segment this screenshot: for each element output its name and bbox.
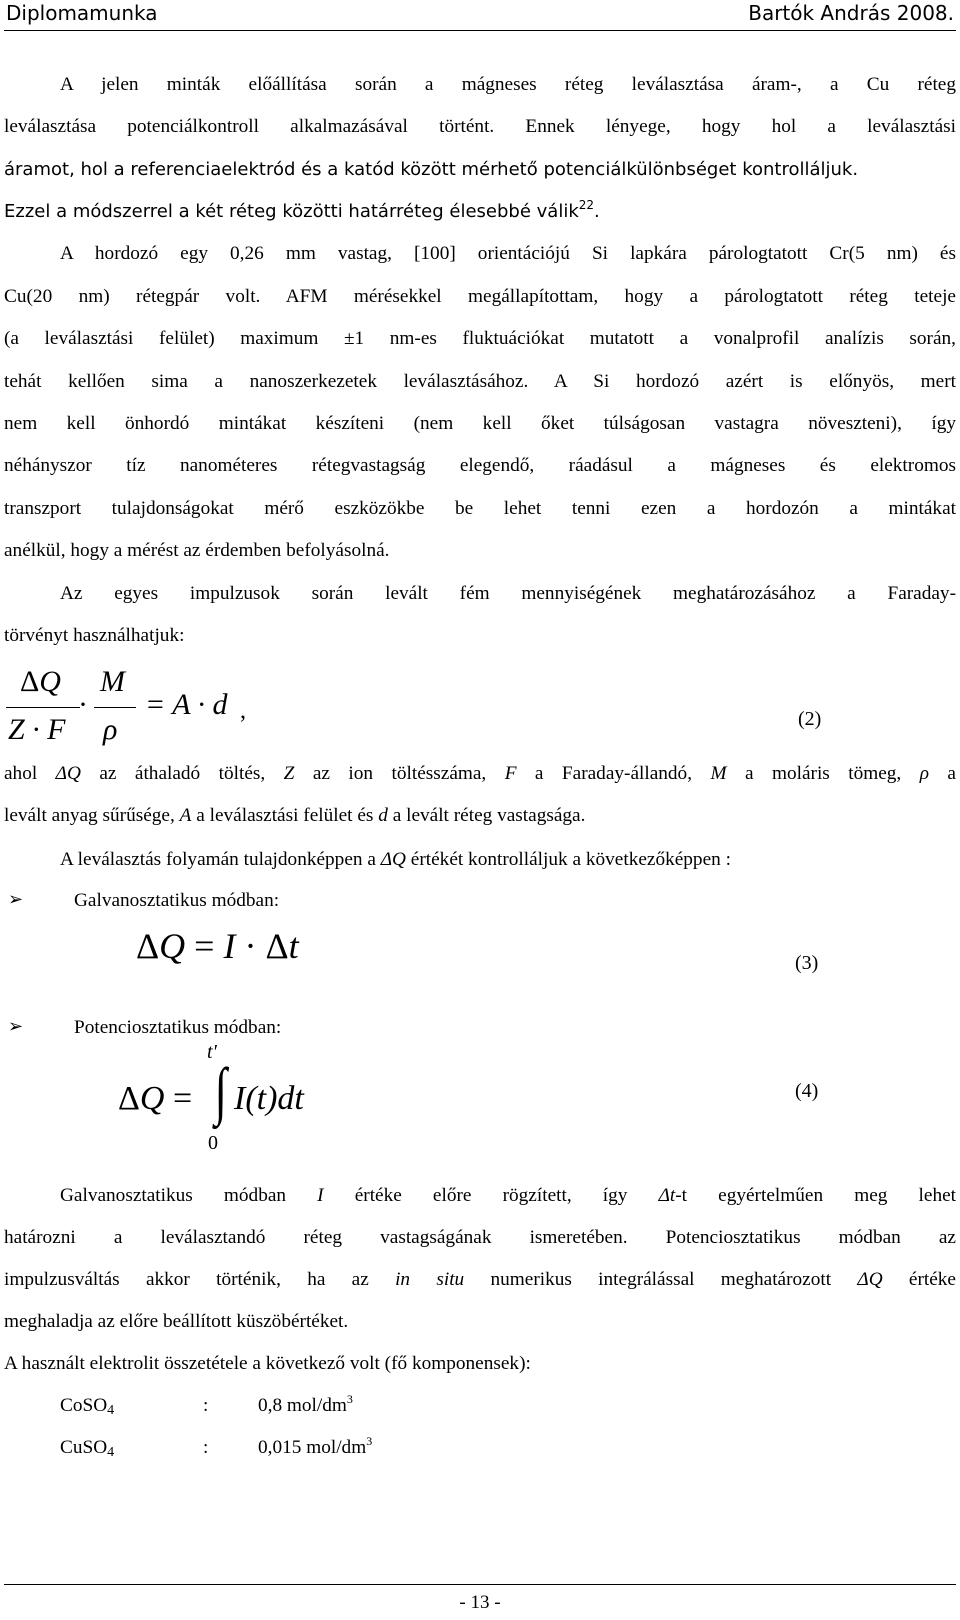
p2-line1: A hordozó egy 0,26 mm vastag, [100] orientációjú Si lapkára párologtatott Cr(5 nm) és [60, 243, 956, 264]
bullet-galvanostatic: Galvanosztatikus módban: [74, 890, 280, 911]
p5-line: A leválasztás folyamán tulajdonképpen a ΔQ értékét kontrolláljuk a következőképpen : [60, 849, 731, 870]
electrolyte-name: CuSO$_4$ [60, 1437, 115, 1460]
eq2-comma: , [240, 698, 246, 724]
p2-line7: transzport tulajdonságokat mérő eszközökbe be lehet tenni ezen a hordozón a mintákat [4, 498, 956, 519]
eq4-lhs: ΔQ = [118, 1080, 193, 1117]
eq4-number: (4) [795, 1080, 819, 1102]
electrolyte-value: 0,015 mol/$dm^3$ [258, 1434, 373, 1458]
page-number: - 13 - [459, 1592, 501, 1613]
page-header [0, 0, 960, 30]
header-left: Diplomamunka [6, 1, 158, 25]
p1-line3: áramot, hol a referenciaelektród és a katód között mérhető potenciálkülönbséget kontrolláljuk. [4, 159, 859, 180]
p2-line4: tehát kellően sima a nanoszerkezetek leválasztásához. A Si hordozó azért is előnyös, mert [4, 371, 956, 392]
eq2-m: M [100, 665, 125, 698]
p6-line4: meghaladja az előre beállított küszöbértéket. [4, 1311, 349, 1332]
header-right: Bartók András 2008. [748, 1, 954, 25]
eq2-zf: Z · F [8, 713, 66, 746]
eq2-dq: ΔQ [20, 665, 61, 698]
p6-line2: határozni a leválasztandó réteg vastagságának ismeretében. Potenciosztatikus módban az [4, 1227, 956, 1248]
eq2-fraction-bar-2 [94, 707, 136, 708]
p6-line3: impulzusváltás akkor történik, ha az in situ numerikus integrálással meghatározott ΔQ értéke [4, 1269, 956, 1290]
eq2-fraction-bar-1 [6, 707, 80, 708]
eq4-integrand: I(t)dt [234, 1080, 304, 1117]
p2-line8: anélkül, hogy a mérést az érdemben befolyásolná. [4, 540, 390, 561]
electrolyte-sep: : [203, 1395, 209, 1416]
electrolyte-value: 0,8 mol/$dm^3$ [258, 1392, 353, 1416]
eq2-number: (2) [798, 708, 822, 730]
p1-line2: leválasztása potenciálkontroll alkalmazásával történt. Ennek lényege, hogy hol a leválasztási [4, 116, 956, 137]
p4-line1: ahol ΔQ az áthaladó töltés, Z az ion töltésszáma, F a Faraday-állandó, M a moláris tömeg, ρ a [4, 763, 956, 784]
p7-line: A használt elektrolit összetétele a következő volt (fő komponensek): [4, 1353, 531, 1374]
electrolyte-sep: : [203, 1437, 209, 1458]
p3-line1: Az egyes impulzusok során levált fém mennyiségének meghatározásához a Faraday- [60, 583, 956, 604]
eq2-dot: · [78, 688, 88, 721]
header-rule [4, 30, 956, 31]
p2-line6: néhányszor tíz nanométeres rétegvastagság elegendő, ráadásul a mágneses és elektromos [4, 455, 956, 476]
footer-rule [4, 1584, 956, 1585]
arrow-bullet-icon: ➢ [8, 889, 24, 909]
p3-line2: törvényt használhatjuk: [4, 625, 185, 646]
eq3-number: (3) [795, 952, 819, 974]
p1-line4: Ezzel a módszerrel a két réteg közötti határréteg élesebbé válik$^{22}$. [4, 198, 600, 222]
p2-line3: (a leválasztási felület) maximum ±1 nm-es fluktuációkat mutatott a vonalprofil analízis során, [4, 328, 956, 349]
p2-line5: nem kell önhordó mintákat készíteni (nem kell őket túlságosan vastagra növeszteni), így [4, 413, 956, 434]
arrow-bullet-icon: ➢ [8, 1016, 24, 1036]
equation-3: ΔQ = I · Δt [136, 926, 299, 966]
p2-line2: Cu(20 nm) rétegpár volt. AFM mérésekkel megállapítottam, hogy a párologtatott réteg teteje [4, 286, 956, 307]
p1-line1: A jelen minták előállítása során a mágneses réteg leválasztása áram-, a Cu réteg [60, 74, 956, 95]
eq2-rho: ρ [103, 713, 118, 746]
eq2-rhs: = A · d [145, 688, 228, 721]
p4-line2: levált anyag sűrűsége, A a leválasztási felület és d a levált réteg vastagsága. [4, 805, 586, 826]
eq4-lower-limit: 0 [208, 1132, 218, 1154]
citation-ref: 22 [578, 198, 595, 212]
eq4-upper-limit: t' [207, 1041, 217, 1063]
electrolyte-name: CoSO$_4$ [60, 1395, 115, 1418]
p6-line1: Galvanosztatikus módban I értéke előre rögzített, így Δt-t egyértelműen meg lehet [60, 1185, 956, 1206]
integral-icon: ∫ [214, 1055, 227, 1126]
bullet-potentiostatic: Potenciosztatikus módban: [74, 1017, 282, 1038]
